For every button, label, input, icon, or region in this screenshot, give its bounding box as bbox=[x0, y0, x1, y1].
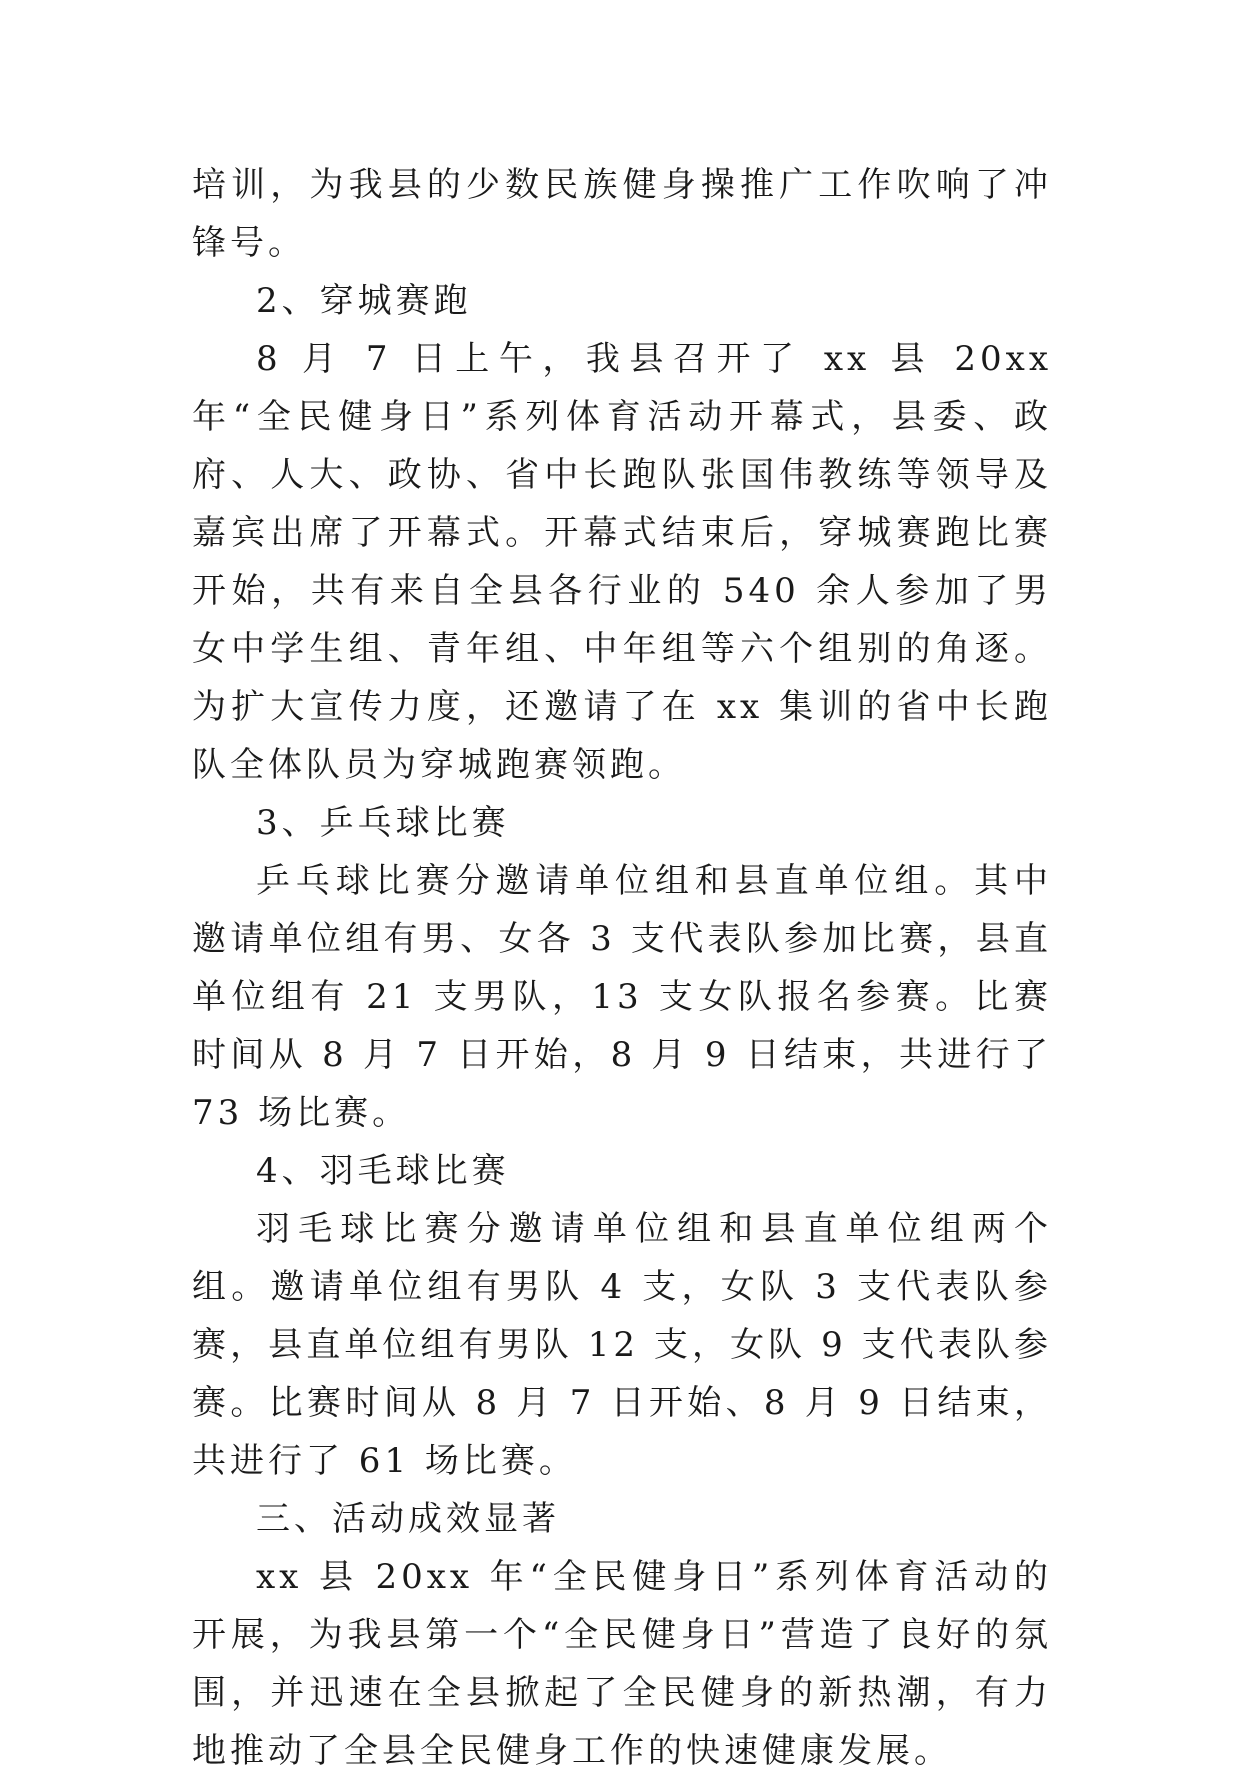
paragraph-city-run: 8 月 7 日上午，我县召开了 xx 县 20xx 年“全民健身日”系列体育活动开幕式，县委、政府、人大、政协、省中长跑队张国伟教练等领导及嘉宾出席了开幕式。开幕式结束后，穿城赛跑比赛开始，共有来自全县各行业的 540 余人参加了男女中学生组、青年组、中年组等六个组别的角逐。为扩大宣传力度，还邀请了在 xx 集训的省中长跑队全体队员为穿城跑赛领跑。 bbox=[192, 339, 1052, 785]
paragraph-results: xx 县 20xx 年“全民健身日”系列体育活动的开展，为我县第一个“全民健身日”营造了良好的氛围，并迅速在全县掀起了全民健身的新热潮，有力地推动了全县全民健身工作的快速健康发展。 bbox=[192, 1557, 1052, 1771]
heading-results: 三、活动成效显著 bbox=[256, 1499, 560, 1539]
heading-badminton: 4、羽毛球比赛 bbox=[256, 1151, 510, 1191]
heading-city-run: 2、穿城赛跑 bbox=[256, 281, 472, 321]
paragraph-table-tennis: 乒乓球比赛分邀请单位组和县直单位组。其中邀请单位组有男、女各 3 支代表队参加比赛，县直单位组有 21 支男队，13 支女队报名参赛。比赛时间从 8 月 7 日开始，8 月 9 日结束，共进行了 73 场比赛。 bbox=[192, 861, 1052, 1133]
document-body bbox=[192, 156, 1052, 1780]
paragraph-training-continuation: 培训，为我县的少数民族健身操推广工作吹响了冲锋号。 bbox=[192, 165, 1052, 263]
paragraph-badminton: 羽毛球比赛分邀请单位组和县直单位组两个组。邀请单位组有男队 4 支，女队 3 支代表队参赛，县直单位组有男队 12 支，女队 9 支代表队参赛。比赛时间从 8 月 7 日开始、8 月 9 日结束，共进行了 61 场比赛。 bbox=[192, 1209, 1052, 1481]
heading-table-tennis: 3、乒乓球比赛 bbox=[256, 803, 510, 843]
